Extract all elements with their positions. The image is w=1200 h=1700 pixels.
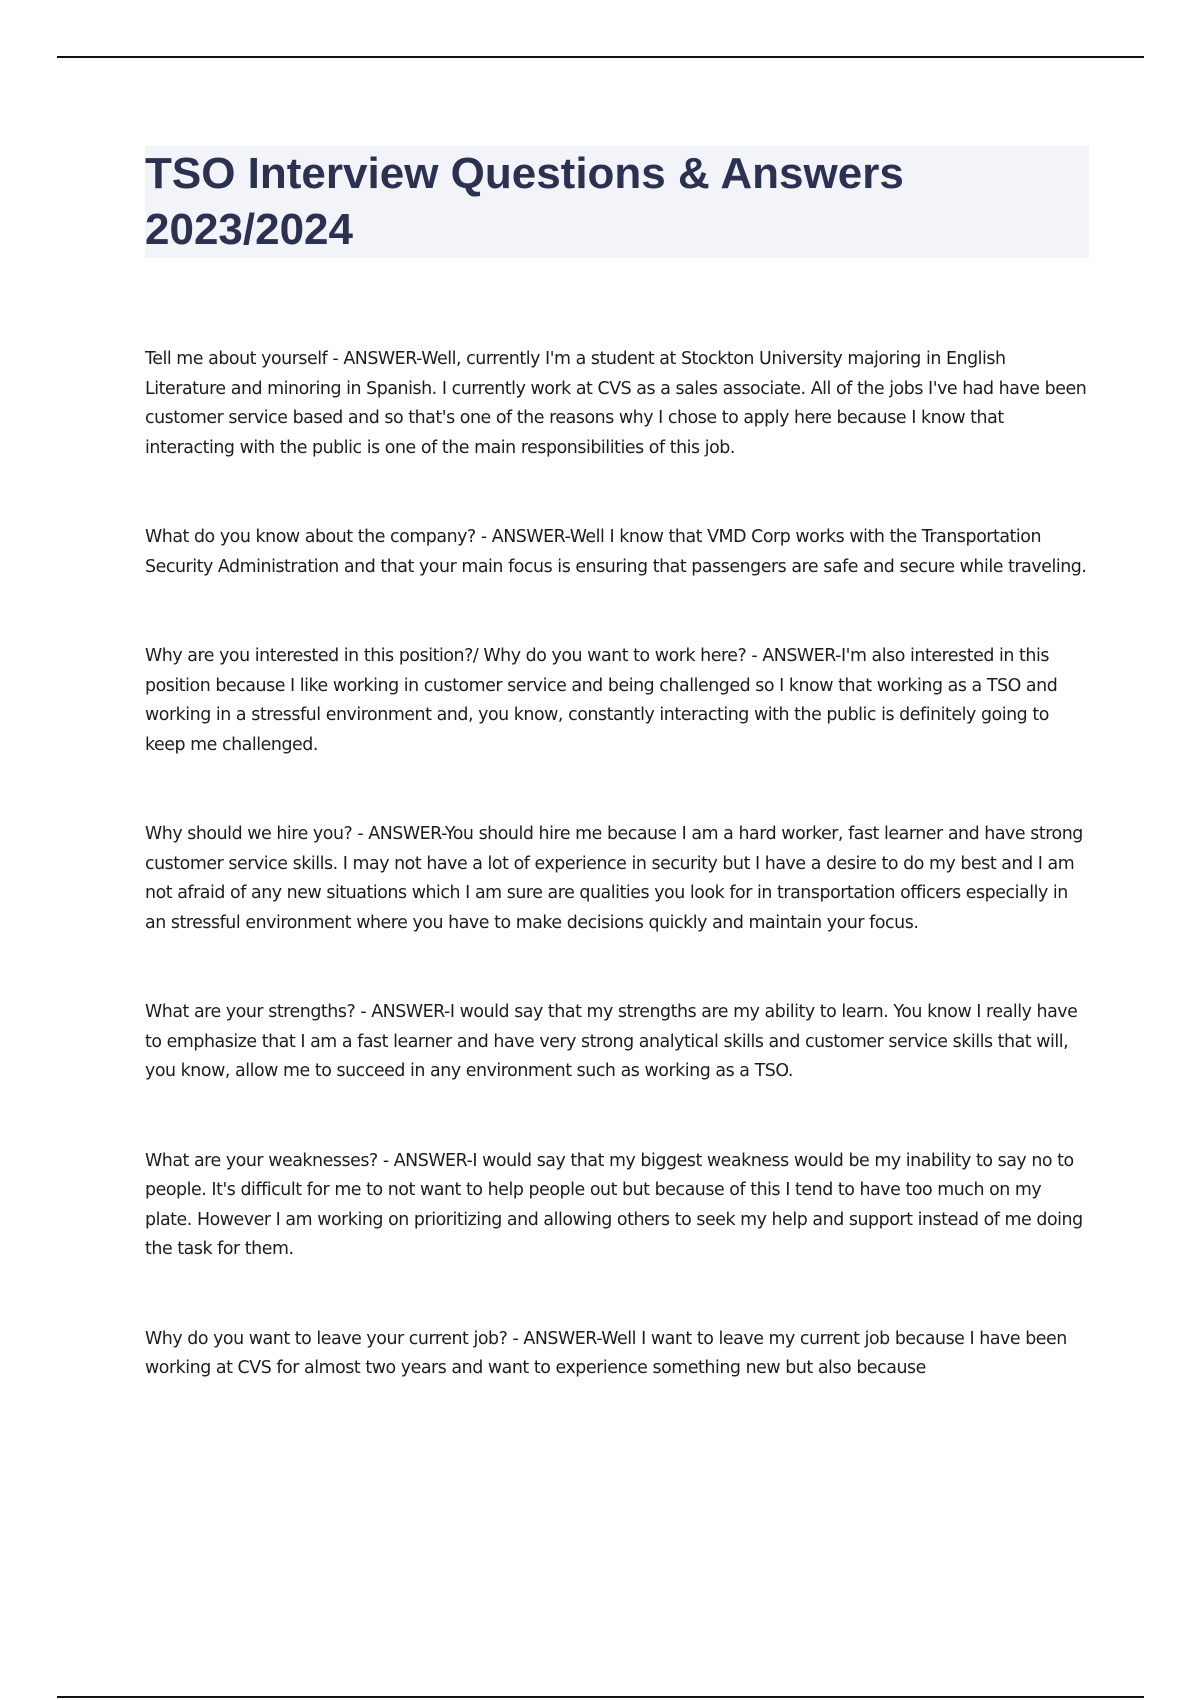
qa-entry-why-hire-you: Why should we hire you? - ANSWER-You should hire me because I am a hard worker, fast learner and have strong customer service skills. I may not have a lot of experience in security but I have a desire to do my best and I am not afraid of any new situations which I am sure are qualities you look for in transportation officers especially in an stressful environment where you have to make decisions quickly and maintain your focus.	[145, 824, 1083, 933]
qa-entry-know-about-company: What do you know about the company? - ANSWER-Well I know that VMD Corp works with the Transportation Security Administration and that your main focus is ensuring that passengers are safe and secure while traveling.	[145, 527, 1087, 577]
qa-entry-weaknesses: What are your weaknesses? - ANSWER-I would say that my biggest weakness would be my inability to say no to people. It's difficult for me to not want to help people out but because of this I tend to have too much on my plate. However I am working on prioritizing and allowing others to seek my help and support instead of me doing the task for them.	[145, 1150, 1083, 1259]
qa-entry-leave-current-job: Why do you want to leave your current job? - ANSWER-Well I want to leave my current job because I have been working at CVS for almost two years and want to experience something new but also because	[145, 1328, 1067, 1378]
qa-entry-interested-in-position: Why are you interested in this position?/ Why do you want to work here? - ANSWER-I'm also interested in this position because I like working in customer service and being challenged so I know that working as a TSO and working in a stressful environment and, you know, constantly interacting with the public is definitely going to keep me challenged.	[145, 646, 1058, 755]
document-title: TSO Interview Questions & Answers 2023/2024	[145, 149, 904, 254]
bottom-divider	[57, 1696, 1144, 1698]
qa-entry-strengths: What are your strengths? - ANSWER-I would say that my strengths are my ability to learn. You know I really have to emphasize that I am a fast learner and have very strong analytical skills and customer service skills that will, you know, allow me to succeed in any environment such as working as a TSO.	[145, 1002, 1078, 1081]
top-divider	[57, 56, 1144, 58]
qa-entry-tell-me-about-yourself: Tell me about yourself - ANSWER-Well, currently I'm a student at Stockton University majoring in English Literature and minoring in Spanish. I currently work at CVS as a sales associate. All of the jobs I've had have been customer service based and so that's one of the reasons why I chose to apply here because I know that interacting with the public is one of the main responsibilities of this job.	[145, 349, 1087, 458]
qa-list	[145, 345, 1090, 1444]
